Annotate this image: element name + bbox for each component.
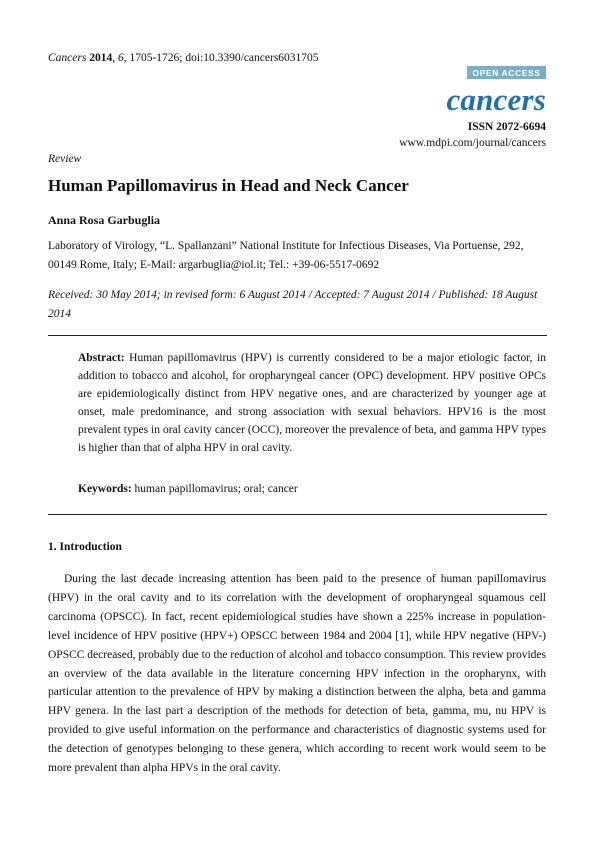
abstract-text: Human papillomavirus (HPV) is currently considered to be a major etiologic factor, in addition to tobacco and alcohol, for oropharyngeal cancer (OPC) development. HPV positive OPCs are epidemiologically distinct from HPV negative ones, and are characterized by younger age at onset, male predominance, and strong association with sexual behaviors. HPV16 is the most prevalent types in oral cavity cancer (OCC), moreover the prevalence of beta, and gamma HPV types is higher than that of alpha HPV in oral cavity. xyxy=(78,352,547,454)
author-affiliation: Laboratory of Virology, “L. Spallanzani” National Institute for Infectious Diseases, Via Portuense, 292, 00149 Rome, Italy; E-Mail: argarbuglia@iol.it; Tel.: +39-06-5517-0692 xyxy=(48,240,524,271)
abstract-top-divider xyxy=(48,335,547,336)
keywords-text: human papillomavirus; oral; cancer xyxy=(134,483,298,495)
citation-details: , 1705-1726; doi:10.3390/cancers6031705 xyxy=(123,52,319,64)
section-heading: 1. Introduction xyxy=(48,541,122,553)
abstract-block xyxy=(78,349,546,457)
citation-volume: 6 xyxy=(117,52,124,64)
article-type: Review xyxy=(48,153,82,165)
journal-logo: cancers xyxy=(446,82,546,117)
citation-year: 2014 xyxy=(89,52,113,64)
article-title: Human Papillomavirus in Head and Neck Cancer xyxy=(48,176,409,195)
keywords-label: Keywords: xyxy=(78,483,132,495)
publication-dates: Received: 30 May 2014; in revised form: 6 August 2014 / Accepted: 7 August 2014 / Published: 18 August 2014 xyxy=(48,289,538,320)
author-name: Anna Rosa Garbuglia xyxy=(48,213,161,227)
journal-url[interactable]: www.mdpi.com/journal/cancers xyxy=(399,137,546,149)
journal-citation: Cancers 2014, 6, 1705-1726; doi:10.3390/cancers6031705 xyxy=(48,52,319,64)
keywords-block xyxy=(78,483,546,495)
issn: ISSN 2072-6694 xyxy=(467,121,546,133)
open-access-badge: OPEN ACCESS xyxy=(467,66,546,79)
introduction-paragraph: During the last decade increasing attention has been paid to the presence of human papillomavirus (HPV) in the oral cavity and to its correlation with the development of oropharyngeal squamous cell carcinoma (OPSCC). In fact, recent epidemiological studies have shown a 225% increase in population-level incidence of HPV positive (HPV+) OPSCC between 1984 and 2004 [1], while HPV negative (HPV-) OPSCC decreased, probably due to the reduction of alcohol and tobacco consumption. This review provides an overview of the data available in the literature concerning HPV infection in the oropharynx, with particular attention to the prevalence of HPV by making a distinction between the alpha, beta and gamma HPV genera. In the last part a description of the methods for detection of beta, gamma, mu, nu HPV is provided to give useful information on the performance and characteristics of diagnostic systems used for the detection of genotypes belonging to these genera, which according to recent work would seem to be more prevalent than alpha HPVs in the oral cavity. xyxy=(48,573,547,775)
abstract-bottom-divider xyxy=(48,514,547,515)
abstract-label: Abstract: xyxy=(78,352,125,364)
journal-name: Cancers xyxy=(48,52,87,64)
